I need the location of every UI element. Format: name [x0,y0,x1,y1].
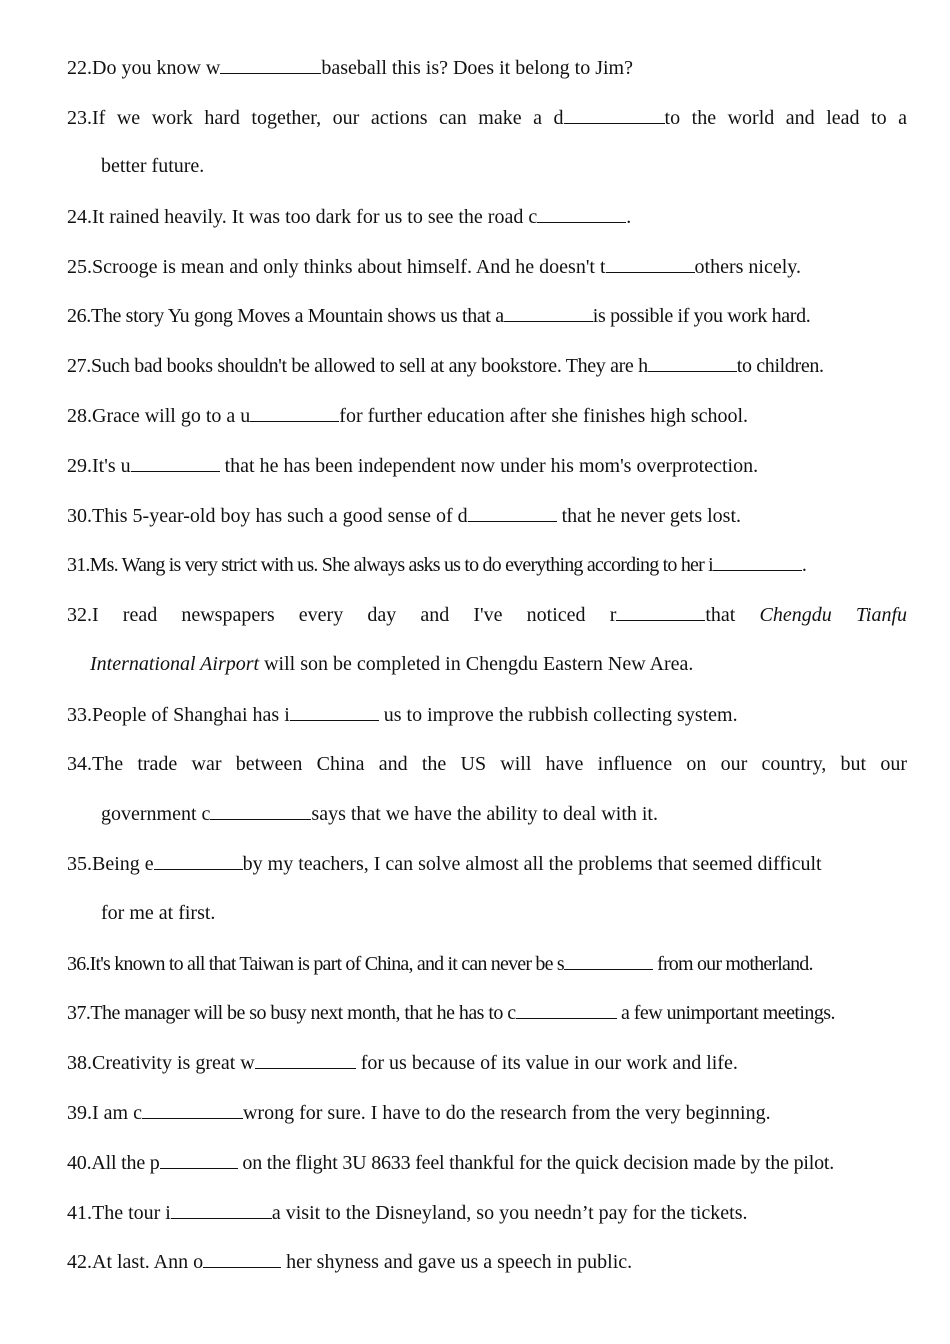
question-23-continued: better future. [101,155,205,177]
answer-blank[interactable] [142,1100,243,1119]
answer-blank[interactable] [606,254,695,273]
question-33: 33.People of Shanghai has i us to improve the rubbish collecting system. [67,704,738,726]
answer-blank[interactable] [210,801,311,820]
question-38: 38.Creativity is great w for us because of its value in our work and life. [67,1052,738,1074]
answer-blank[interactable] [154,851,243,870]
answer-blank[interactable] [616,602,705,621]
question-40: 40.All the p on the flight 3U 8633 feel thankful for the quick decision made by the pilot. [67,1152,835,1174]
answer-blank[interactable] [516,1000,617,1019]
question-23: 23.If we work hard together, our actions can make a d to the world and lead to a [67,107,907,129]
question-27: 27.Such bad books shouldn't be allowed to sell at any bookstore. They are h to children. [67,355,824,377]
answer-blank[interactable] [468,503,557,522]
question-42: 42.At last. Ann o her shyness and gave us a speech in public. [67,1251,633,1273]
question-22: 22.Do you know w baseball this is? Does it belong to Jim? [67,57,633,79]
question-32-continued: International Airport will son be completed in Chengdu Eastern New Area. [90,653,694,675]
answer-blank[interactable] [220,55,321,74]
answer-blank[interactable] [203,1249,281,1268]
answer-blank[interactable] [171,1200,272,1219]
question-30: 30.This 5-year-old boy has such a good sense of d that he never gets lost. [67,505,742,527]
question-35: 35.Being e by my teachers, I can solve almost all the problems that seemed difficult [67,853,822,875]
question-28: 28.Grace will go to a u for further education after she finishes high school. [67,405,749,427]
answer-blank[interactable] [648,353,737,372]
question-34: 34.The trade war between China and the US will have influence on our country, but our [67,753,907,775]
answer-blank[interactable] [564,951,653,970]
answer-blank[interactable] [504,303,593,322]
answer-blank[interactable] [537,204,626,223]
question-31: 31.Ms. Wang is very strict with us. She always asks us to do everything according to her i . [67,554,807,576]
answer-blank[interactable] [160,1150,238,1169]
question-26: 26.The story Yu gong Moves a Mountain shows us that a is possible if you work hard. [67,305,811,327]
question-34-continued: government c says that we have the ability to deal with it. [101,803,658,825]
question-36: 36.It's known to all that Taiwan is part of China, and it can never be s from our motherland. [67,953,813,975]
question-32: 32.I read newspapers every day and I've noticed r that Chengdu Tianfu [67,604,908,626]
answer-blank[interactable] [713,552,802,571]
answer-blank[interactable] [255,1050,356,1069]
answer-blank[interactable] [131,453,220,472]
answer-blank[interactable] [564,105,665,124]
question-35-continued: for me at first. [101,902,216,924]
question-37: 37.The manager will be so busy next month, that he has to c a few unimportant meetings. [67,1002,835,1024]
question-24: 24.It rained heavily. It was too dark for us to see the road c . [67,206,632,228]
question-25: 25.Scrooge is mean and only thinks about himself. And he doesn't t others nicely. [67,256,801,278]
answer-blank[interactable] [250,403,339,422]
answer-blank[interactable] [290,702,379,721]
question-39: 39.I am c wrong for sure. I have to do the research from the very beginning. [67,1102,771,1124]
question-41: 41.The tour i a visit to the Disneyland, so you needn’t pay for the tickets. [67,1202,748,1224]
question-29: 29.It's u that he has been independent now under his mom's overprotection. [67,455,759,477]
